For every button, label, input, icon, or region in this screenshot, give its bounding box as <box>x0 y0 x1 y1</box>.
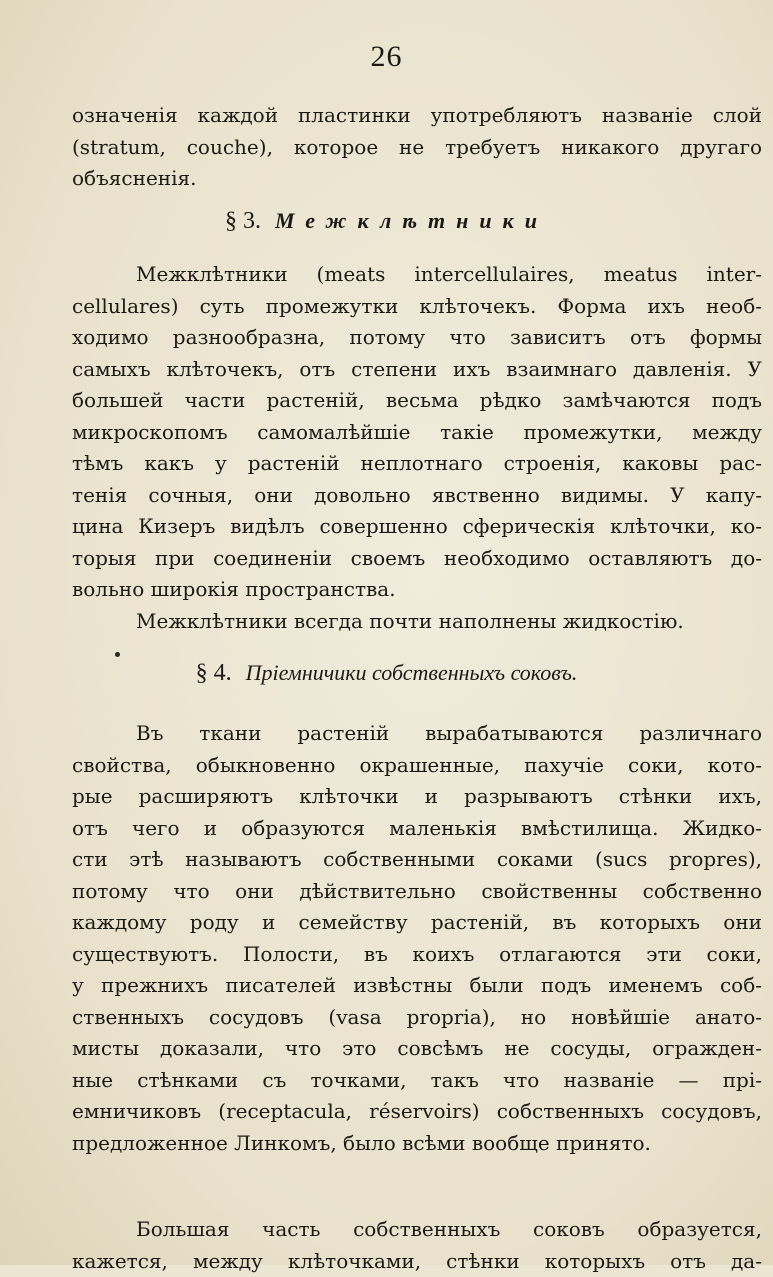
text-line: свойства, обыкновенно окрашенные, пахучіе соки, кото- <box>72 750 762 782</box>
text-line: тенія сочныя, они довольно явственно видимы. У капу- <box>72 480 762 512</box>
text-line: сти этѣ называютъ собственными соками (sucs propres), <box>72 844 762 876</box>
section-heading-4 <box>0 660 773 687</box>
text-line: cellulares) суть промежутки клѣточекъ. Форма ихъ необ- <box>72 291 762 323</box>
text-line: вольно широкія пространства. <box>72 574 762 606</box>
text-line: у прежнихъ писателей извѣстны были подъ именемъ соб- <box>72 970 762 1002</box>
text-line: объясненія. <box>72 163 762 195</box>
ink-dot <box>115 652 120 657</box>
section-title: Пріемничики собственныхъ соковъ. <box>246 660 578 685</box>
text-line: микроскопомъ самомалѣйшіе такіе промежутки, между <box>72 417 762 449</box>
text-line: предложенное Линкомъ, было всѣми вообще принято. <box>72 1128 762 1160</box>
paragraph-intercellular-spaces <box>72 259 762 637</box>
text-line: Межклѣтники всегда почти наполнены жидкостію. <box>72 606 762 638</box>
text-line: торыя при соединеніи своемъ необходимо оставляютъ до- <box>72 543 762 575</box>
paragraph-continuation <box>72 100 762 195</box>
section-number: § 4. <box>196 660 232 686</box>
text-line: ственныхъ сосудовъ (vasa propria), но новѣйшіе анато- <box>72 1002 762 1034</box>
text-line: цина Кизеръ видѣлъ совершенно сферическія клѣточки, ко- <box>72 511 762 543</box>
text-line: каждому роду и семейству растеній, въ которыхъ они <box>72 907 762 939</box>
text-line: кажется, между клѣточками, стѣнки которыхъ отъ да- <box>72 1246 762 1277</box>
text-line: означенія каждой пластинки употребляютъ названіе слой <box>72 100 762 132</box>
paragraph-proper-juices <box>72 718 762 1159</box>
section-title: Межклѣтники <box>275 208 548 233</box>
paragraph-formation <box>72 1214 762 1277</box>
section-number: § 3. <box>225 208 261 234</box>
text-line: Межклѣтники (meats intercellulaires, meatus inter- <box>72 259 762 291</box>
page-number: 26 <box>0 40 773 74</box>
section-heading-3 <box>0 208 773 235</box>
text-line: емничиковъ (receptacula, réservoirs) собственныхъ сосудовъ, <box>72 1096 762 1128</box>
text-line: большей части растеній, весьма рѣдко замѣчаются подъ <box>72 385 762 417</box>
text-line: мисты доказали, что это совсѣмъ не сосуды, огражден- <box>72 1033 762 1065</box>
text-line: потому что они дѣйствительно свойственны собственно <box>72 876 762 908</box>
text-line: рые расширяютъ клѣточки и разрываютъ стѣнки ихъ, <box>72 781 762 813</box>
text-line: Большая часть собственныхъ соковъ образуется, <box>72 1214 762 1246</box>
text-line: ные стѣнками съ точками, такъ что названіе — прі- <box>72 1065 762 1097</box>
text-line: Въ ткани растеній вырабатываются различнаго <box>72 718 762 750</box>
text-line: отъ чего и образуются маленькія вмѣстилища. Жидко- <box>72 813 762 845</box>
text-line: тѣмъ какъ у растеній неплотнаго строенія, каковы рас- <box>72 448 762 480</box>
text-line: ходимо разнообразна, потому что зависитъ отъ формы <box>72 322 762 354</box>
text-line: существуютъ. Полости, въ коихъ отлагаются эти соки, <box>72 939 762 971</box>
text-line: самыхъ клѣточекъ, отъ степени ихъ взаимнаго давленія. У <box>72 354 762 386</box>
text-line: (stratum, couche), которое не требуетъ никакого другаго <box>72 132 762 164</box>
